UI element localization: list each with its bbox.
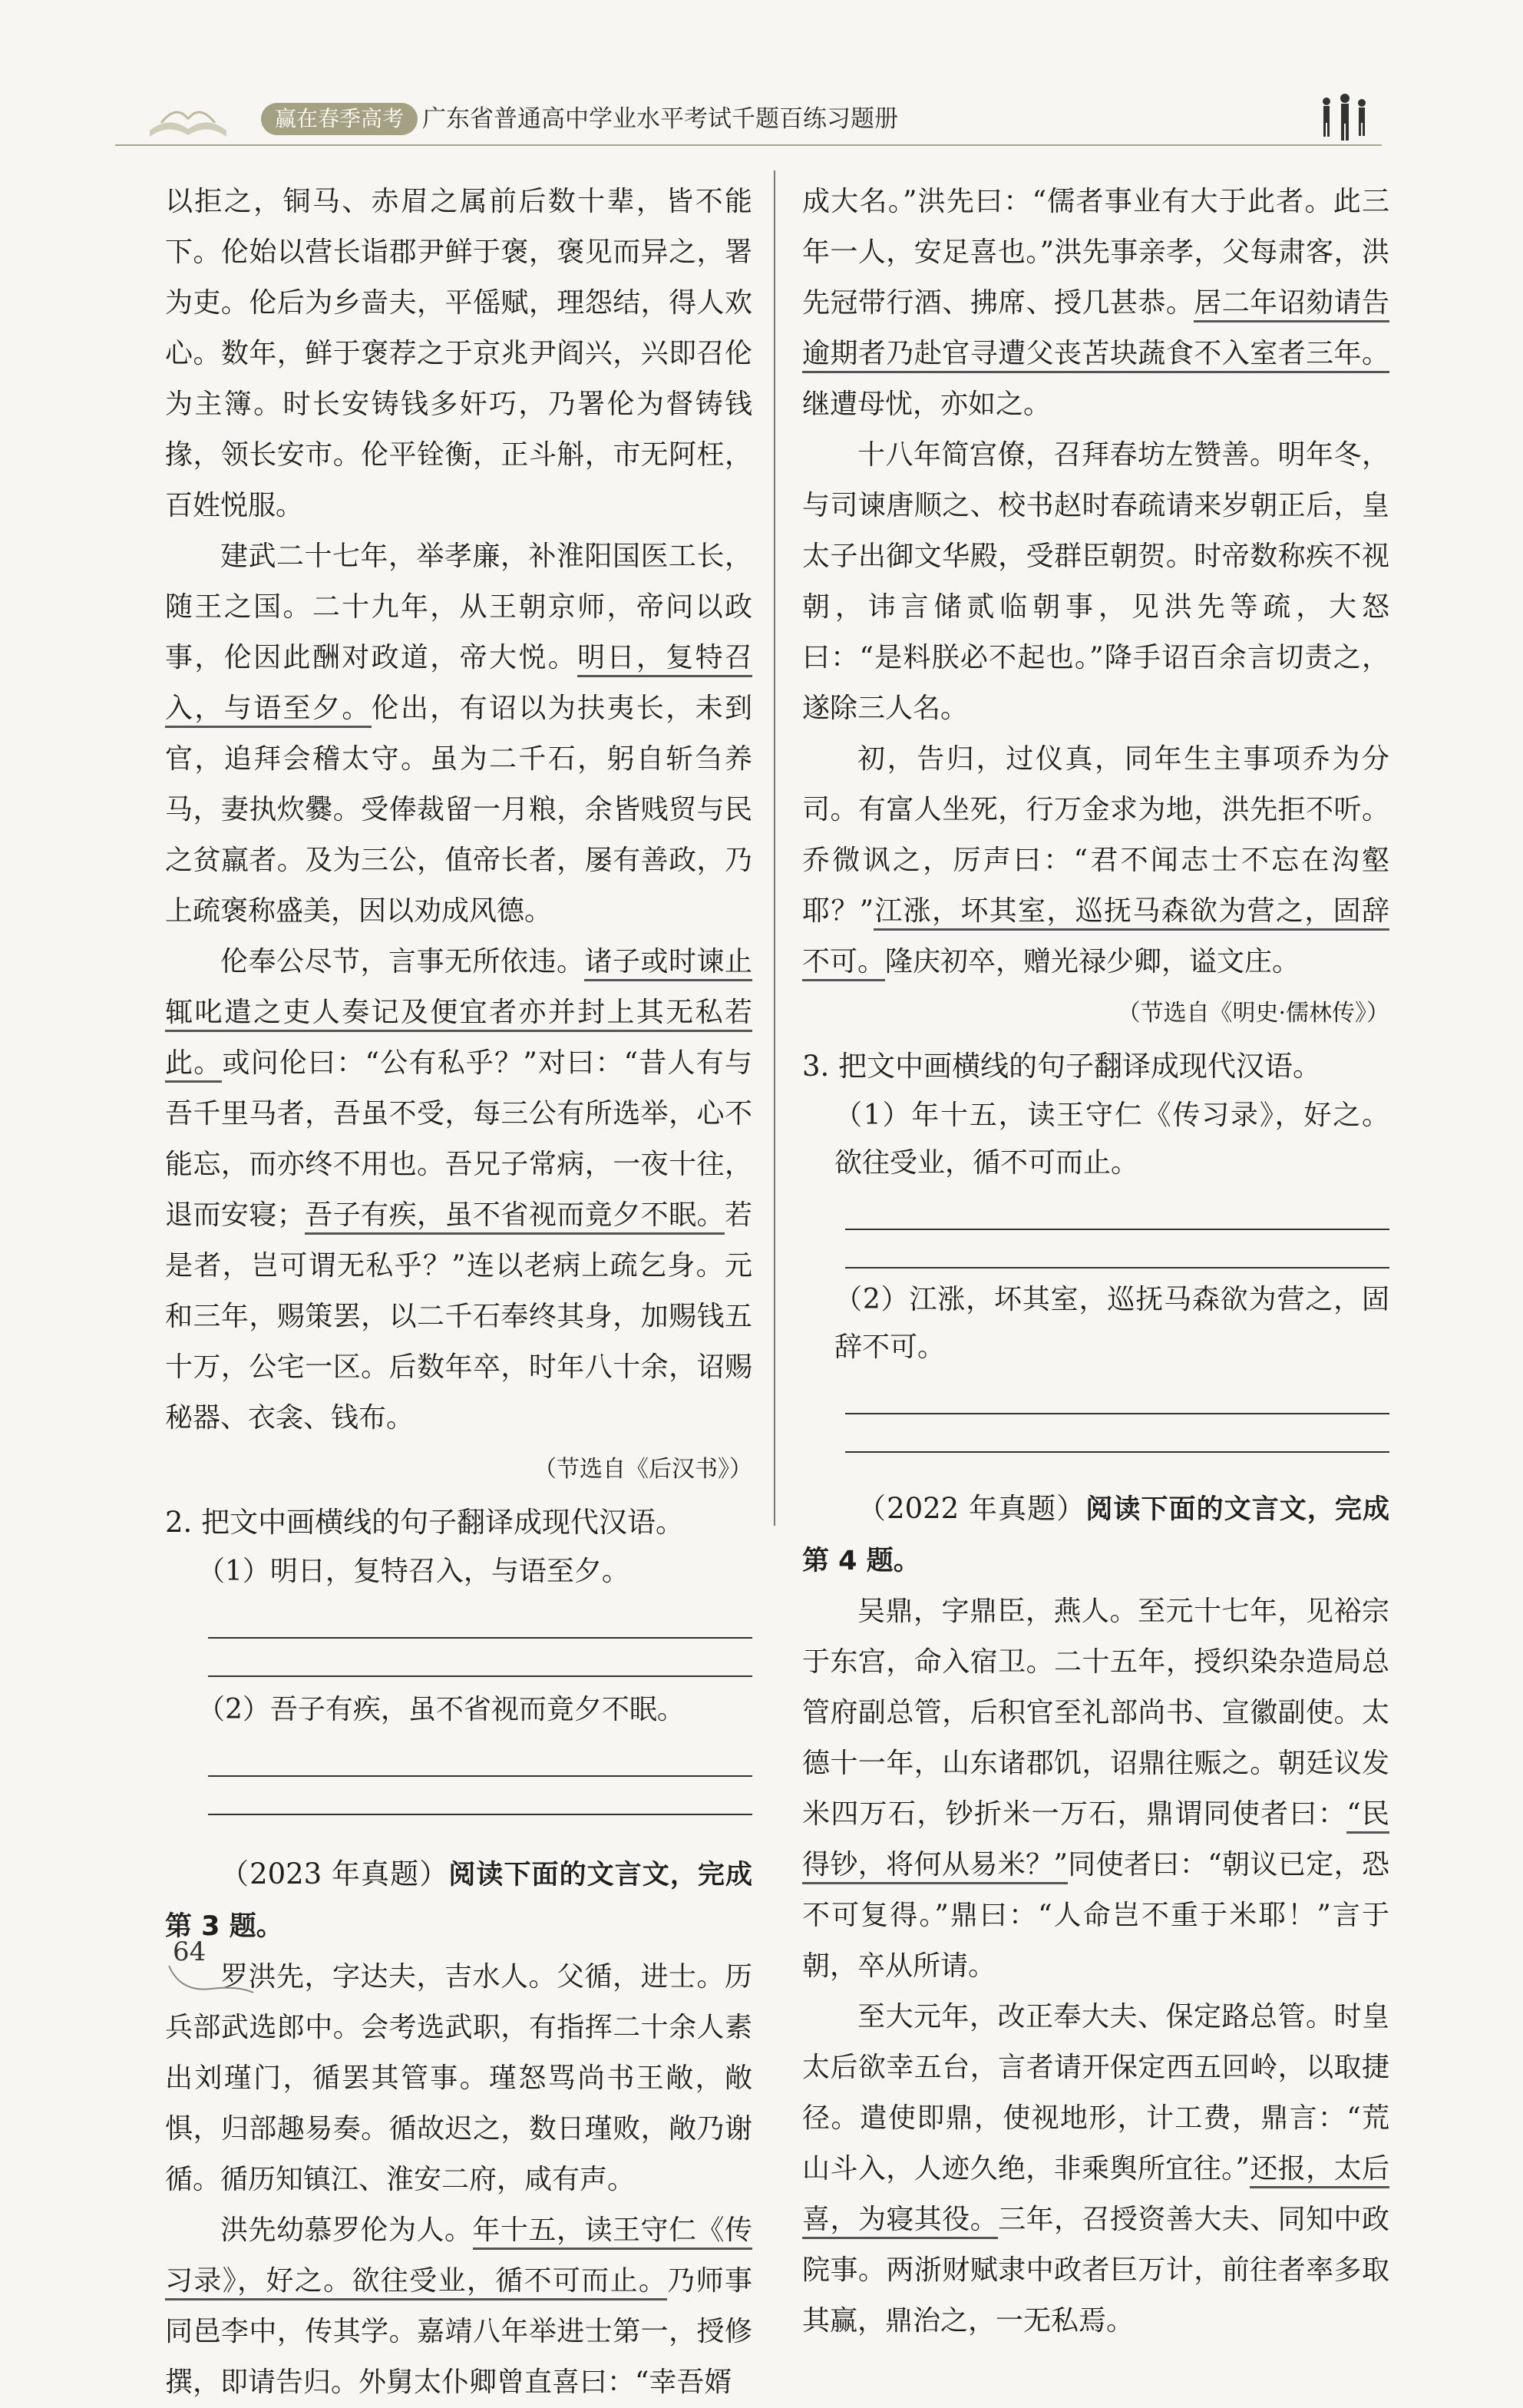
column-divider [774,170,775,1526]
answer-line[interactable] [845,1192,1389,1230]
question-item: （2）江涨，坏其室，巡抚马森欲为营之，固辞不可。 [834,1284,1389,1363]
page-number: 64 [173,1937,206,1967]
passage-paragraph: 至大元年，改正奉大夫、保定路总管。时皇太后欲幸五台，言者请开保定西五回岭，以取捷径。遣使即鼎，使视地形，计工费，鼎言：“荒山斗入，人迹久绝，非乘舆所宜往。”还报，太后喜，为寝其役。三年，召授资善大夫、同知中政院事。两浙财赋隶中政者巨万计，前往者率多取其赢，鼎治之，一无私焉。 [802,2001,1389,2337]
page-header [115,92,1382,146]
passage-paragraph: 建武二十七年，举孝廉，补淮阳国医工长，随王之国。二十九年，从王朝京师，帝问以政事，伦因此酬对政道，帝大悦。明日，复特召入，与语至夕。伦出，有诏以为扶夷长，未到官，追拜会稽太守。虽为二千石，躬自斩刍养马，妻执炊爨。受俸裁留一月粮，余皆贱贸与民之贫羸者。及为三公，值帝长者，屡有善政，乃上疏褒称盛美，因以劝成风德。 [165,541,752,927]
answer-line[interactable] [845,1376,1389,1414]
answer-line[interactable] [208,1639,752,1677]
underlined-sentence: 明日，复特召入，与语至夕。 [165,642,752,728]
passage-paragraph: 吴鼎，字鼎臣，燕人。至元十七年，见裕宗于东宫，命入宿卫。二十五年，授织染杂造局总管府副总管，后积官至礼部尚书、宣徽副使。太德十一年，山东诸郡饥，诏鼎往赈之。朝廷议发米四万石，钞折米一万石，鼎谓同使者曰：“民得钞，将何从易米？”同使者曰：“朝议已定，恐不可复得。”鼎曰：“人命岂不重于米耶！”言于朝，卒从所请。 [802,1596,1390,1982]
question-title: 2. 把文中画横线的句子翻译成现代汉语。 [165,1506,685,1539]
open-book-icon [146,100,230,142]
running-figures-icon [1313,92,1374,143]
source-citation: （节选自《后汉书》） [534,1456,752,1483]
answer-line[interactable] [845,1414,1389,1453]
underlined-sentence: 居二年诏劾请告逾期者乃赴官寻遭父丧苫块蔬食不入室者三年。 [802,287,1389,373]
left-column [165,177,752,2408]
answer-line[interactable] [208,1600,752,1639]
source-citation: （节选自《明史·儒林传》） [1117,1000,1389,1027]
underlined-sentence: 诸子或时谏止辄叱遣之吏人奏记及便宜者亦并封上其无私若此。 [165,946,752,1083]
passage-paragraph: 洪先幼慕罗伦为人。年十五，读王守仁《传习录》，好之。欲往受业，循不可而止。乃师事同邑李中，传其学。嘉靖八年举进士第一，授修撰，即请告归。外舅太仆卿曾直喜曰：“幸吾婿 [165,2214,752,2398]
passage-paragraph: 以拒之，铜马、赤眉之属前后数十辈，皆不能下。伦始以营长诣郡尹鲜于褒，褒见而异之，署为吏。伦后为乡啬夫，平傜赋，理怨结，得人欢心。数年，鲜于褒荐之于京兆尹阎兴，兴即召伦为主簿。时长安铸钱多奸巧，乃署伦为督铸钱掾，领长安市。伦平铨衡，正斗斛，市无阿枉，百姓悦服。 [165,186,752,521]
section-heading: （2022 年真题）阅读下面的文言文，完成第 4 题。 [802,1492,1389,1576]
answer-line[interactable] [845,1230,1389,1268]
passage-paragraph: 罗洪先，字达夫，吉水人。父循，进士。历兵部武选郎中。会考选武职，有指挥二十余人素出刘瑾门，循罢其管事。瑾怒骂尚书王敞，敞惧，归部趣易奏。循故迟之，数日瑾败，敞乃谢循。循历知镇江、淮安二府，咸有声。 [165,1961,752,2195]
underlined-sentence: 还报，太后喜，为寝其役。 [802,2153,1389,2239]
question-item: （1）年十五，读王守仁《传习录》，好之。欲往受业，循不可而止。 [834,1100,1389,1179]
header-badge: 赢在春季高考 [261,103,418,135]
question-item: （2）吾子有疾，虽不省视而竟夕不眠。 [197,1694,685,1725]
question-item: （1）明日，复特召入，与语至夕。 [197,1556,629,1587]
right-column [802,177,1389,2347]
question-title: 3. 把文中画横线的句子翻译成现代汉语。 [802,1050,1322,1083]
header-rule [115,144,1382,146]
passage-paragraph: 伦奉公尽节，言事无所依违。诸子或时谏止辄叱遣之吏人奏记及便宜者亦并封上其无私若此。或问伦曰：“公有私乎？”对曰：“昔人有与吾千里马者，吾虽不受，每三公有所选举，心不能忘，而亦终不用也。吾兄子常病，一夜十往，退而安寝；吾子有疾，虽不省视而竟夕不眠。若是者，岂可谓无私乎？”连以老病上疏乞身。元和三年，赐策罢，以二千石奉终其身，加赐钱五十万，公宅一区。后数年卒，时年八十余，诏赐秘器、衣衾、钱布。 [165,946,752,1434]
section-heading: （2023 年真题）阅读下面的文言文，完成第 3 题。 [165,1857,752,1942]
underlined-sentence: 江涨，坏其室，巡抚马森欲为营之，固辞不可。 [802,895,1389,981]
underlined-sentence: 吾子有疾，虽不省视而竟夕不眠。 [305,1199,725,1235]
answer-line[interactable] [208,1738,752,1777]
passage-paragraph: 十八年简宫僚，召拜春坊左赞善。明年冬，与司谏唐顺之、校书赵时春疏请来岁朝正后，皇太子出御文华殿，受群臣朝贺。时帝数称疾不视朝，讳言储贰临朝事，见洪先等疏，大怒曰：“是料朕必不起也。”降手诏百余言切责之，遂除三人名。 [802,439,1389,724]
answer-line[interactable] [208,1777,752,1815]
underlined-sentence: “民得钞，将何从易米？” [802,1798,1389,1884]
header-title: 广东省普通高中学业水平考试千题百练习题册 [422,105,898,133]
passage-paragraph: 成大名。”洪先曰：“儒者事业有大于此者。此三年一人，安足喜也。”洪先事亲孝，父每肃客，洪先冠带行酒、拂席、授几甚恭。居二年诏劾请告逾期者乃赴官寻遭父丧苫块蔬食不入室者三年。继遭母忧，亦如之。 [802,186,1389,420]
underlined-sentence: 年十五，读王守仁《传习录》，好之。欲往受业，循不可而止。 [165,2214,752,2300]
page-corner-decoration [165,1950,257,1996]
passage-paragraph: 初，告归，过仪真，同年生主事项乔为分司。有富人坐死，行万金求为地，洪先拒不听。乔微讽之，厉声曰：“君不闻志士不忘在沟壑耶？”江涨，坏其室，巡抚马森欲为营之，固辞不可。隆庆初卒，赠光禄少卿，谥文庄。 [802,734,1389,987]
